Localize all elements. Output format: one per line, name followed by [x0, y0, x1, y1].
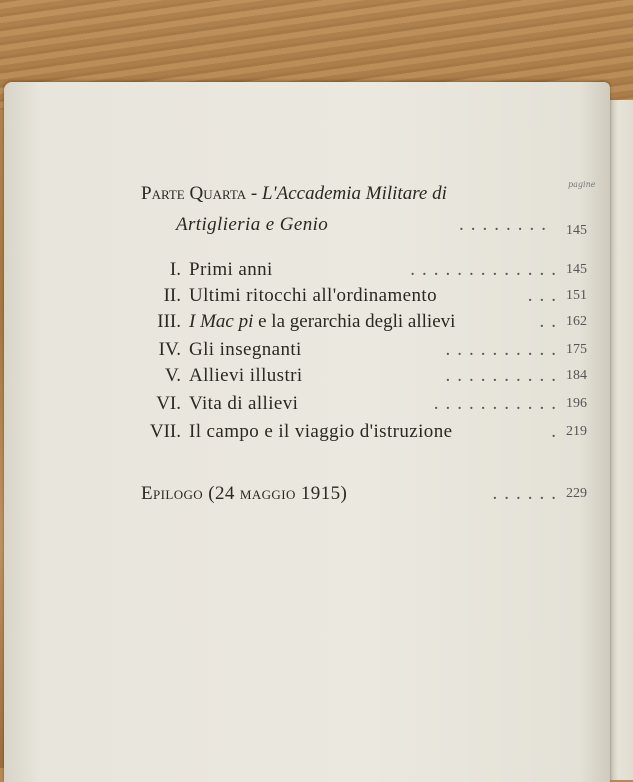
leader-dots: ...	[527, 285, 563, 306]
page-number: 151	[566, 288, 587, 303]
toc-entry	[0, 362, 633, 390]
chapter-number: III.	[157, 311, 181, 332]
leader-dots: ...........	[433, 393, 563, 414]
chapter-title-rest: e la gerarchia degli allievi	[258, 311, 456, 332]
leader-dots: ........	[459, 214, 553, 235]
chapter-number: V.	[164, 365, 181, 386]
page-number: 184	[566, 368, 587, 383]
page-number: 219	[566, 424, 587, 439]
part-label: Parte Quarta	[141, 183, 247, 204]
part-heading	[0, 180, 633, 208]
chapter-title: Ultimi ritocchi all'ordinamento	[189, 285, 437, 306]
page-number: 145	[566, 223, 587, 238]
page-number: 175	[566, 342, 587, 357]
chapter-number: IV.	[158, 339, 181, 360]
leader-dots: ......	[492, 483, 563, 504]
part-title-line1: L'Accademia Militare di	[261, 183, 447, 204]
leader-dots: .	[551, 421, 563, 442]
leader-dots: ..........	[445, 365, 563, 386]
part-title-line2: Artiglieria e Genio	[176, 214, 329, 235]
chapter-number: VII.	[149, 421, 181, 442]
toc-entry	[0, 256, 633, 284]
chapter-title	[189, 308, 455, 336]
leader-dots: .............	[410, 259, 563, 280]
toc-entry	[0, 390, 633, 418]
chapter-number: II.	[163, 285, 181, 306]
page-number: 196	[566, 396, 587, 411]
pagine-label: pagine	[568, 180, 596, 189]
part-separator: -	[250, 183, 258, 204]
toc-entry	[0, 282, 633, 310]
part-heading-line2	[0, 211, 633, 239]
chapter-title: Vita di allievi	[189, 393, 299, 414]
chapter-title: Allievi illustri	[189, 365, 303, 386]
chapter-title-italic: I Mac pi	[189, 311, 254, 332]
page-number: 145	[566, 262, 587, 277]
chapter-title: Il campo e il viaggio d'istruzione	[189, 421, 453, 442]
epilogue-title: Epilogo (24 maggio 1915)	[141, 483, 348, 504]
leader-dots: ..........	[445, 339, 563, 360]
toc-entry	[0, 336, 633, 364]
chapter-title: Primi anni	[189, 259, 273, 280]
toc-entry	[0, 418, 633, 446]
page-number: 162	[566, 314, 587, 329]
chapter-title: Gli insegnanti	[189, 339, 302, 360]
page-number: 229	[566, 486, 587, 501]
toc-entry-epilogue	[0, 480, 633, 508]
chapter-number: I.	[169, 259, 181, 280]
toc-entry	[0, 308, 633, 336]
chapter-number: VI.	[156, 393, 181, 414]
leader-dots: ..	[539, 311, 563, 332]
